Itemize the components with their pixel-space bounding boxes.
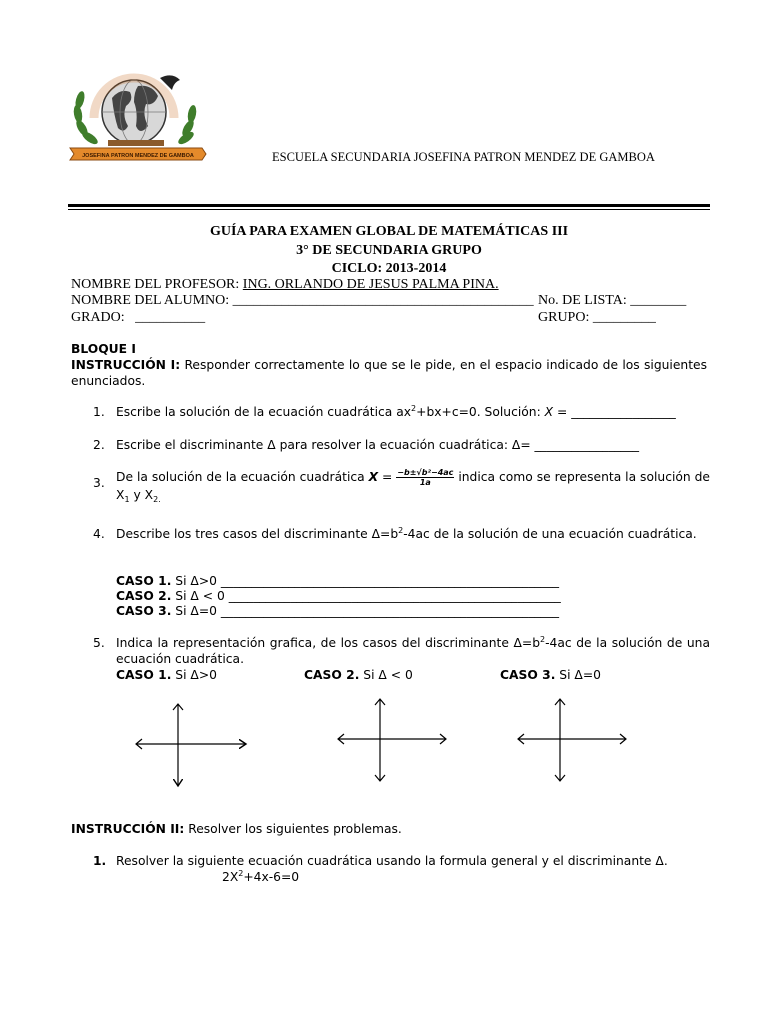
grupo-label: GRUPO:: [538, 310, 590, 325]
profesor-label: NOMBRE DEL PROFESOR:: [71, 277, 240, 292]
header-rule-thick: [68, 204, 710, 207]
instruccion-1: [71, 357, 707, 389]
quadratic-formula: $\frac{\text{−b±√b²−4ac}}{1a}$: [397, 468, 454, 487]
graph-caso-1-label: CASO 1. Si Δ>0: [116, 668, 217, 682]
caso-3-field[interactable]: _______________________________________________________: [220, 604, 560, 618]
instruccion-2: [71, 821, 402, 837]
lista-field[interactable]: ________: [630, 293, 687, 308]
lista-line: [538, 293, 686, 309]
school-logo: [68, 70, 208, 165]
instruccion-2-label: INSTRUCCIÓN II:: [71, 822, 185, 836]
caso-3-row: CASO 3. Si Δ=0 _______________________________________________________: [116, 604, 560, 618]
exam-cycle: CICLO: 2013-2014: [331, 261, 447, 276]
logo-ribbon-text: JOSEFINA PATRON MENDEZ DE GAMBOA: [82, 153, 194, 159]
question-5: 5. Indica la representación grafica, de los casos del discriminante $\Delta=b^2-4ac$ de la solución de una ecuación cuadrática.: [93, 635, 710, 666]
problem-1: [93, 853, 710, 869]
question-number: 2.: [93, 438, 105, 452]
question-3: 3. De la solución de la ecuación cuadrática X = $\frac{\text{−b±√b²−4ac}}{1a}$ indica como se representa la solución de $X_1$ y $X_{2.}$: [93, 468, 710, 504]
answer-1-field[interactable]: = _________________: [557, 405, 676, 419]
profesor-line: [71, 277, 499, 293]
instruccion-2-text: Resolver los siguientes problemas.: [188, 822, 402, 836]
question-2: [93, 437, 710, 453]
grado-field[interactable]: __________: [135, 310, 206, 325]
exam-grade: 3° DE SECUNDARIA GRUPO: [296, 243, 482, 258]
question-2-text: Escribe el discriminante Δ para resolver la ecuación cuadrática: Δ= _________________: [116, 438, 640, 452]
grupo-field[interactable]: _________: [592, 310, 656, 325]
caso-2-row: CASO 2. Si Δ < 0 ______________________________________________________: [116, 589, 561, 603]
header-rule-thin: [68, 209, 710, 210]
caso-1-row: CASO 1. Si Δ>0 _______________________________________________________: [116, 574, 560, 588]
alumno-field[interactable]: ___________________________________________: [232, 293, 534, 308]
problem-1-equation: $2X^2+4x-6=0$: [222, 869, 300, 884]
exam-title: GUÍA PARA EXAMEN GLOBAL DE MATEMÁTICAS III: [209, 224, 569, 239]
axes-caso-1[interactable]: [134, 702, 248, 788]
question-number: 4.: [93, 527, 105, 541]
problem-number: 1.: [93, 854, 107, 868]
graph-caso-2-label: CASO 2. Si Δ < 0: [304, 668, 413, 682]
axes-caso-3[interactable]: [516, 697, 630, 783]
question-1: 1. Escribe la solución de la ecuación cuadrática $ax^2+bx+c=0$. Solución: X = _________________: [93, 404, 676, 419]
grupo-line: [538, 310, 656, 326]
instruccion-1-text: Responder correctamente lo que se le pide, en el espacio indicado de los siguientes enunciados.: [71, 358, 707, 388]
lista-label: No. DE LISTA:: [538, 293, 627, 308]
instruccion-1-label: INSTRUCCIÓN I:: [71, 358, 181, 372]
caso-2-field[interactable]: ______________________________________________________: [228, 589, 561, 603]
question-4: 4. Describe los tres casos del discriminante $\Delta=b^2-4ac$ de la solución de una ecuación cuadrática.: [93, 526, 697, 541]
graph-caso-3-label: CASO 3. Si Δ=0: [500, 668, 601, 682]
question-number: 5.: [93, 636, 105, 650]
alumno-label: NOMBRE DEL ALUMNO:: [71, 293, 230, 308]
profesor-value: ING. ORLANDO DE JESUS PALMA PINA.: [242, 277, 499, 292]
school-name: ESCUELA SECUNDARIA JOSEFINA PATRON MENDEZ DE GAMBOA: [272, 150, 655, 164]
bloque-heading: BLOQUE I: [71, 342, 136, 356]
alumno-line: [71, 293, 534, 309]
axes-caso-2[interactable]: [336, 697, 450, 783]
grado-line: [71, 310, 205, 326]
problem-1-text: Resolver la siguiente ecuación cuadrática usando la formula general y el discriminante Δ.: [116, 854, 668, 868]
question-number: 3.: [93, 476, 105, 490]
grado-label: GRADO:: [71, 310, 125, 325]
caso-1-field[interactable]: _______________________________________________________: [220, 574, 560, 588]
question-number: 1.: [93, 405, 105, 419]
